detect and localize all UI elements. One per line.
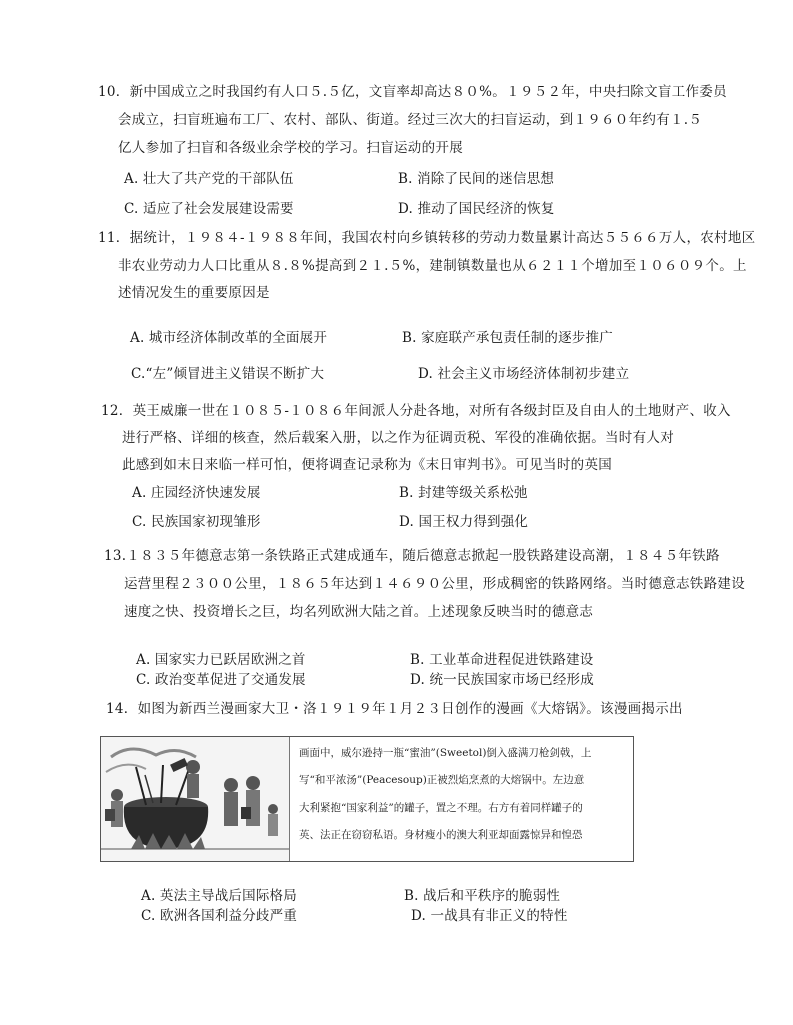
q11-stem-line-2: 非农业劳动力人口比重从８.８%提高到２１.５%，建制镇数量也从６２１１个增加至１０６０９个。上 bbox=[118, 258, 747, 274]
q13-option-a: A. 国家实力已跃居欧洲之首 bbox=[136, 652, 306, 668]
q13-stem-line-2: 运营里程２３００公里，１８６５年达到１４６９０公里，形成稠密的铁路网络。当时德意志铁路建设 bbox=[124, 576, 745, 592]
q12-option-d: D. 国王权力得到强化 bbox=[399, 514, 529, 530]
q11-option-c: C.“左”倾冒进主义错误不断扩大 bbox=[131, 366, 325, 382]
q12-option-a: A. 庄园经济快速发展 bbox=[132, 485, 261, 501]
q10-option-c: C. 适应了社会发展建设需要 bbox=[124, 201, 294, 217]
q14-option-b: B. 战后和平秩序的脆弱性 bbox=[404, 888, 561, 904]
q10-stem-line-2: 会成立，扫盲班遍布工厂、农村、部队、街道。经过三次大的扫盲运动，到１９６０年约有１.５ bbox=[118, 112, 703, 128]
q14-option-a: A. 英法主导战后国际格局 bbox=[141, 888, 297, 904]
cartoon-caption-line-2: 写“和平浓汤”(Peacesoup)正被烈焰烹煮的大熔锅中。左边意 bbox=[299, 774, 585, 786]
cartoon-caption-line-1: 画面中，威尔逊持一瓶“蜜油”(Sweetol)倒入盛满刀枪剑戟，上 bbox=[299, 747, 592, 759]
cartoon-caption-line-4: 英、法正在窃窃私语。身材瘦小的澳大利亚却面露惊异和惶恐 bbox=[299, 829, 583, 841]
q14-option-c: C. 欧洲各国利益分歧严重 bbox=[141, 908, 298, 924]
q12-option-c: C. 民族国家初现雏形 bbox=[132, 514, 261, 530]
q12-stem-line-1: 12．英王威廉一世在１０８５-１０８６年间派人分赴各地，对所有各级封臣及自由人的土地财产、收入 bbox=[101, 403, 731, 419]
melting-pot-cartoon bbox=[101, 737, 290, 861]
q13-option-c: C. 政治变革促进了交通发展 bbox=[136, 672, 306, 688]
q10-option-d: D. 推动了国民经济的恢复 bbox=[398, 201, 555, 217]
q12-option-b: B. 封建等级关系松弛 bbox=[399, 485, 528, 501]
q11-stem-line-1: 11．据统计，１９８４-１９８８年间，我国农村向乡镇转移的劳动力数量累计高达５５６６万人，农村地区 bbox=[98, 230, 756, 246]
q11-option-d: D. 社会主义市场经济体制初步建立 bbox=[418, 366, 630, 382]
q11-stem-line-3: 述情况发生的重要原因是 bbox=[118, 285, 270, 301]
q13-stem-line-3: 速度之快、投资增长之巨，均名列欧洲大陆之首。上述现象反映当时的德意志 bbox=[124, 604, 594, 620]
q14-option-d: D. 一战具有非正义的特性 bbox=[411, 908, 568, 924]
q10-stem-line-1: 10．新中国成立之时我国约有人口５.５亿，文盲率却高达８０%。１９５２年，中央扫除文盲工作委员 bbox=[98, 84, 727, 100]
q13-stem-line-1: 13.１８３５年德意志第一条铁路正式建成通车，随后德意志掀起一股铁路建设高潮，１８４５年铁路 bbox=[104, 548, 720, 564]
q12-stem-line-3: 此感到如末日来临一样可怕，便将调查记录称为《末日审判书》。可见当时的英国 bbox=[122, 457, 613, 473]
q10-option-a: A. 壮大了共产党的干部队伍 bbox=[124, 171, 294, 187]
q10-stem-line-3: 亿人参加了扫盲和各级业余学校的学习。扫盲运动的开展 bbox=[118, 140, 463, 156]
q14-stem-line-1: 14．如图为新西兰漫画家大卫・洛１９１９年１月２３日创作的漫画《大熔锅》。该漫画揭示出 bbox=[106, 701, 683, 717]
cartoon-figure bbox=[100, 736, 634, 862]
q11-option-a: A. 城市经济体制改革的全面展开 bbox=[130, 330, 328, 346]
cartoon-caption-line-3: 大利紧抱“国家利益”的罐子，置之不理。右方有着同样罐子的 bbox=[299, 802, 583, 814]
q10-option-b: B. 消除了民间的迷信思想 bbox=[398, 171, 555, 187]
q13-option-b: B. 工业革命进程促进铁路建设 bbox=[410, 652, 594, 668]
q12-stem-line-2: 进行严格、详细的核查，然后载案入册，以之作为征调贡税、军役的准确依据。当时有人对 bbox=[122, 430, 674, 446]
q11-option-b: B. 家庭联产承包责任制的逐步推广 bbox=[402, 330, 613, 346]
q13-option-d: D. 统一民族国家市场已经形成 bbox=[410, 672, 594, 688]
